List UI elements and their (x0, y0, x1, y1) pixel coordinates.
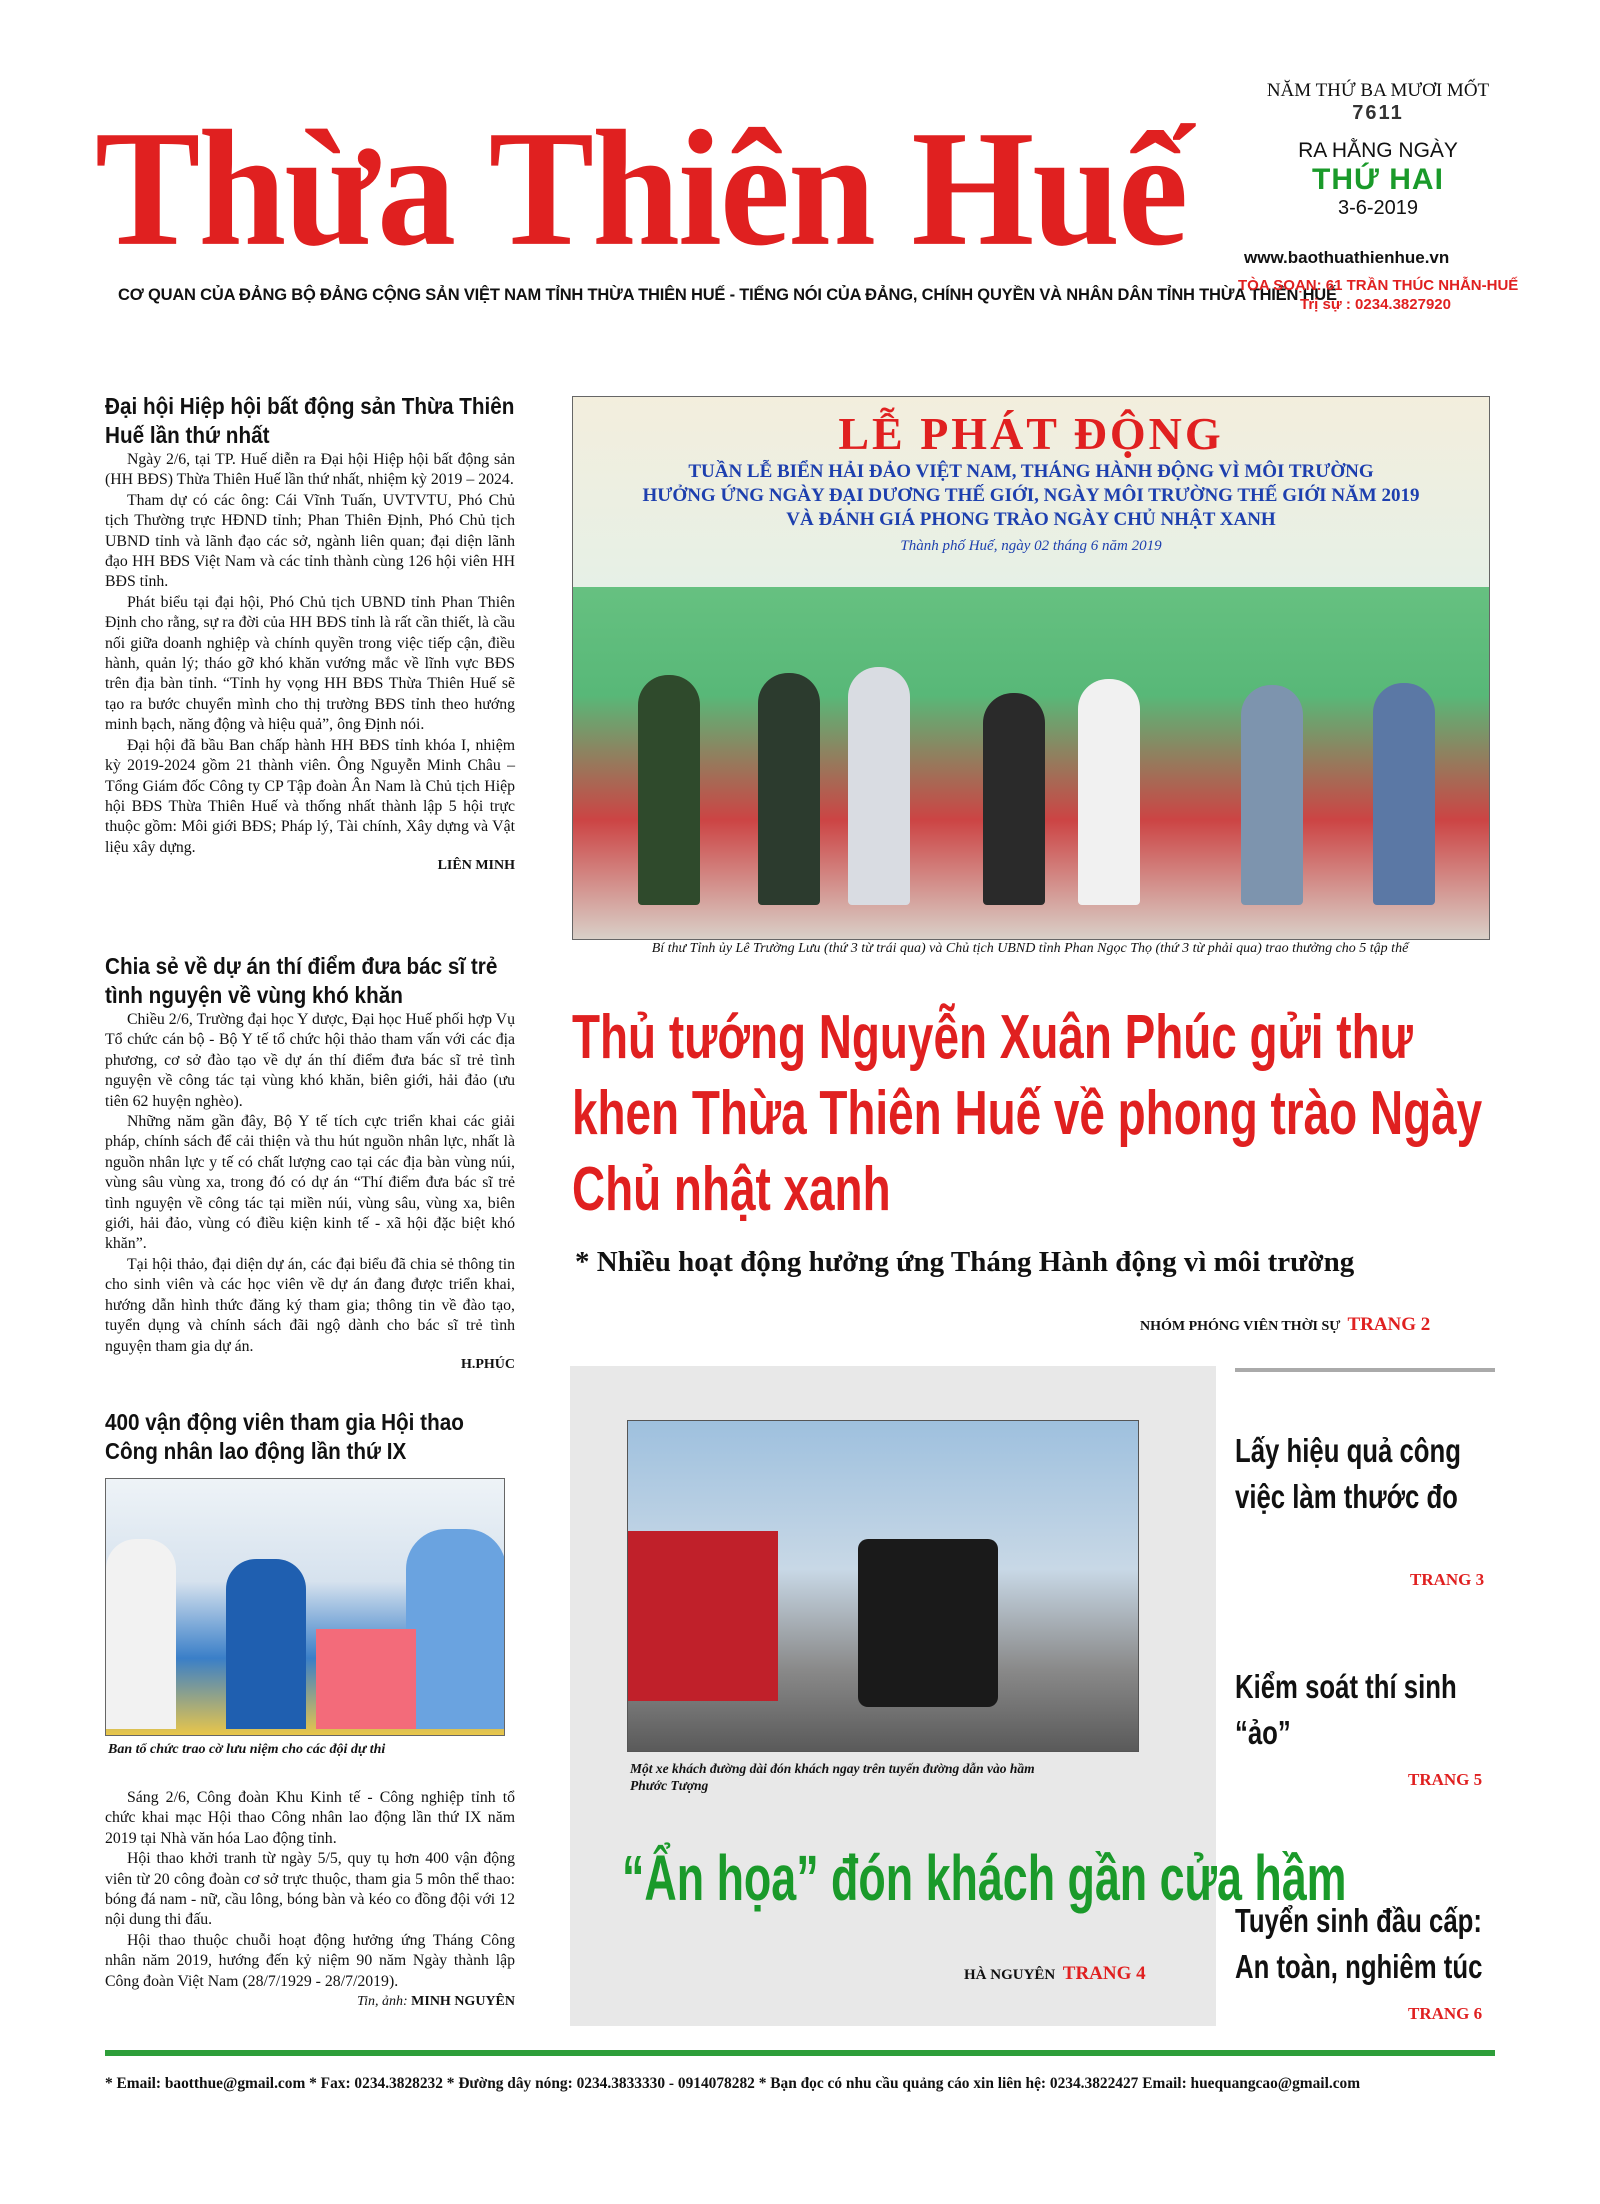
teaser-title[interactable]: Kiểm soát thí sinh “ảo” (1235, 1668, 1457, 1751)
weekday: THỨ HAI (1312, 163, 1444, 196)
article-byline: LIÊN MINH (437, 858, 515, 874)
feature-headline[interactable]: “Ẩn họa” đón khách gần cửa hầm (622, 1842, 1347, 1914)
lead-subhead: * Nhiều hoạt động hưởng ứng Tháng Hành động vì môi trường (575, 1246, 1355, 1278)
frequency: RA HẰNG NGÀY (1298, 139, 1458, 162)
issue-number: 7611 (1352, 102, 1404, 124)
paragraph: Tham dự có các ông: Cái Vĩnh Tuấn, UVTVTU, Phó Chủ tịch Thường trực HĐND tỉnh; Phan Thiên Định, Phó Chủ tịch UBND tỉnh và lãnh đạo các sở, ngành liên quan; đại diện lãnh đạo HH BĐS Việt Nam và các tỉnh thành cùng 126 hội viên HH BĐS tỉnh. (105, 491, 515, 591)
teaser-title[interactable]: Lấy hiệu quả công việc làm thước đo (1235, 1432, 1461, 1515)
lead-headline[interactable]: Thủ tướng Nguyễn Xuân Phúc gửi thư khen Thừa Thiên Huế về phong trào Ngày Chủ nhật xanh (572, 1003, 1483, 1224)
feature-byline (964, 1963, 1146, 1985)
paragraph: Chiều 2/6, Trường đại học Y dược, Đại học Huế phối hợp Vụ Tổ chức cán bộ - Bộ Y tế tổ chức hội thảo tham vấn với các địa phương, cơ sở đào tạo về dự án thí điểm đưa bác sĩ trẻ tình nguyện về công tác tại vùng khó khăn, biên giới, hải đảo (ưu tiên 62 huyện nghèo). (105, 1011, 515, 1110)
teaser-page-link[interactable]: TRANG 6 (1408, 2004, 1483, 2023)
office-info (1238, 276, 1518, 314)
byline-prefix: Tin, ảnh: (357, 1994, 408, 2010)
banner-line: HƯỞNG ỨNG NGÀY ĐẠI DƯƠNG THẾ GIỚI, NGÀY MÔI TRƯỜNG THẾ GIỚI NĂM 2019 (642, 485, 1420, 506)
sports-photo-caption: Ban tổ chức trao cờ lưu niệm cho các đội dự thi (108, 1742, 386, 1757)
paragraph: Phát biểu tại đại hội, Phó Chủ tịch UBND tỉnh Phan Thiên Định cho rằng, sự ra đời của HH BĐS tỉnh là rất cần thiết, là cầu nối giữa doanh nghiệp và chính quyền trong việc tiếp cận, điều hành, quản lý; tháo gỡ khó khăn vướng mắc về lĩnh vực BĐS trên địa bàn tỉnh. “Tỉnh hy vọng HH BĐS Thừa Thiên Huế sẽ tạo ra bước chuyển mình cho thị trường BĐS tỉnh theo hướng minh bạch, năng động và hiệu quả”, ông Định nói. (105, 593, 515, 734)
office-phone: Trị sự : 0234.3827920 (1300, 296, 1451, 313)
stage-banner (573, 397, 1489, 587)
office-address: TÒA SOẠN: 61 TRẦN THÚC NHẪN-HUẾ (1238, 277, 1519, 294)
lead-author: NHÓM PHÓNG VIÊN THỜI SỰ (1140, 1319, 1341, 1334)
sidebar-rule (1235, 1368, 1495, 1372)
banner-date: Thành phố Huế, ngày 02 tháng 6 năm 2019 (900, 538, 1162, 554)
paragraph: Tại hội thảo, đại diện dự án, các đại biểu đã chia sẻ thông tin cho sinh viên và các học viên về dự án đang được triển khai, hướng dẫn hình thức đăng ký tham gia; thông tin về đào tạo, tuyển dụng và chính sách đãi ngộ dành cho bác sĩ trẻ tình nguyện tham gia dự án. (105, 1255, 515, 1355)
paragraph: Ngày 2/6, tại TP. Huế diễn ra Đại hội Hiệp hội bất động sản (HH BĐS) Thừa Thiên Huế lần thứ nhất, nhiệm kỳ 2019 – 2024. (105, 451, 515, 489)
article-body (105, 1010, 515, 1357)
paragraph: Những năm gần đây, Bộ Y tế tích cực triển khai các giải pháp, chính sách để cải thiện và thu hút nguồn nhân lực, nhất là nguồn nhân lực y tế có chất lượng cao tại các địa bàn vùng núi, vùng sâu vùng xa, trong đó có dự án “Thí điểm đưa bác sĩ trẻ tình nguyện về công tác tại miền núi, vùng sâu, vùng xa, biên giới, hải đảo, vùng có điều kiện kinh tế - xã hội đặc biệt khó khăn”. (105, 1113, 515, 1253)
feature-page-link[interactable]: TRANG 4 (1062, 1963, 1146, 1984)
lead-byline (1140, 1314, 1430, 1336)
teaser-page-link[interactable]: TRANG 5 (1408, 1770, 1483, 1789)
issue-date: 3-6-2019 (1337, 197, 1419, 219)
article-byline: H.PHÚC (460, 1356, 515, 1372)
paragraph: Sáng 2/6, Công đoàn Khu Kinh tế - Công nghiệp tỉnh tổ chức khai mạc Hội thao Công nhân lao động lần thứ IX năm 2019 tại Nhà văn hóa Lao động tỉnh. (105, 1789, 515, 1847)
sports-photo[interactable] (105, 1478, 505, 1736)
article-headline[interactable]: Đại hội Hiệp hội bất động sản Thừa Thiên Huế lần thứ nhất (105, 393, 515, 448)
bus-photo-caption: Một xe khách đường dài đón khách ngay trên tuyến đường dẫn vào hầm Phước Tượng (630, 1761, 1035, 1793)
paragraph: Hội thao khởi tranh từ ngày 5/5, quy tụ hơn 400 vận động viên từ 20 công đoàn cơ sở trực thuộc, tham gia 5 môn thể thao: bóng đá nam - nữ, cầu lông, bóng bàn và kéo co đồng đội với 12 nội dung thi đấu. (105, 1850, 515, 1929)
feature-author: HÀ NGUYÊN (964, 1967, 1056, 1983)
issue-info (1238, 80, 1518, 220)
article-body (105, 1788, 515, 2012)
paragraph: Hội thao thuộc chuỗi hoạt động hưởng ứng Tháng Công nhân năm 2019, hướng đến kỷ niệm 90 năm Ngày thành lập Công đoàn Việt Nam (28/7/1929 - 28/7/2019). (105, 1931, 515, 1990)
banner-title: LỄ PHÁT ĐỘNG (838, 408, 1224, 459)
masthead-title: Thừa Thiên Huế (95, 96, 1187, 281)
article-body (105, 450, 515, 858)
website-link[interactable]: www.baothuathienhue.vn (1244, 248, 1450, 267)
article-real-estate (105, 392, 515, 874)
banner-line: VÀ ĐÁNH GIÁ PHONG TRÀO NGÀY CHỦ NHẬT XANH (786, 509, 1276, 530)
article-doctors (105, 952, 515, 1373)
article-sports (105, 1408, 515, 1466)
article-headline[interactable]: 400 vận động viên tham gia Hội thao Công nhân lao động lần thứ IX (105, 1409, 464, 1464)
article-byline (105, 1992, 515, 2012)
byline-name: MINH NGUYÊN (411, 1994, 515, 2010)
footer-rule (105, 2050, 1495, 2056)
article-headline[interactable]: Chia sẻ về dự án thí điểm đưa bác sĩ trẻ tình nguyện về vùng khó khăn (105, 953, 498, 1008)
banner-line: TUẦN LỄ BIỂN HẢI ĐẢO VIỆT NAM, THÁNG HÀNH ĐỘNG VÌ MÔI TRƯỜNG (688, 461, 1374, 482)
year-line: NĂM THỨ BA MƯƠI MỐT (1266, 80, 1490, 101)
footer-contacts: * Email: baotthue@gmail.com * Fax: 0234.3828232 * Đường dây nóng: 0234.3833330 - 0914078282 * Bạn đọc có nhu cầu quảng cáo xin liên hệ: 0234.3822427 Email: huequangcao@gmail.com (105, 2075, 1361, 2092)
paragraph: Đại hội đã bầu Ban chấp hành HH BĐS tỉnh khóa I, nhiệm kỳ 2019-2024 gồm 21 thành viên. Ông Nguyễn Minh Châu – Tổng Giám đốc Công ty CP Tập đoàn Ân Nam là Chủ tịch Hiệp hội BĐS Thừa Thiên Huế và thống nhất thành lập 5 hội trực thuộc gồm: Môi giới BĐS; Pháp lý, Tài chính, Xây dựng và Vật liệu xây dựng. (105, 736, 515, 856)
teaser-title[interactable]: Tuyển sinh đầu cấp: An toàn, nghiêm túc (1235, 1902, 1483, 1985)
bus-photo[interactable] (627, 1420, 1139, 1752)
main-photo[interactable] (572, 396, 1490, 940)
main-photo-caption: Bí thư Tỉnh ủy Lê Trường Lưu (thứ 3 từ trái qua) và Chủ tịch UBND tỉnh Phan Ngọc Thọ (thứ 3 từ phải qua) trao thưởng cho 5 tập thể (651, 941, 1409, 956)
masthead-tagline: CƠ QUAN CỦA ĐẢNG BỘ ĐẢNG CỘNG SẢN VIỆT NAM TỈNH THỪA THIÊN HUẾ - TIẾNG NÓI CỦA ĐẢNG, CHÍNH QUYỀN VÀ NHÂN DÂN TỈNH THỪA THIÊN HUẾ (118, 286, 1337, 304)
teaser-page-link[interactable]: TRANG 3 (1410, 1570, 1485, 1589)
lead-page-link[interactable]: TRANG 2 (1347, 1314, 1431, 1335)
